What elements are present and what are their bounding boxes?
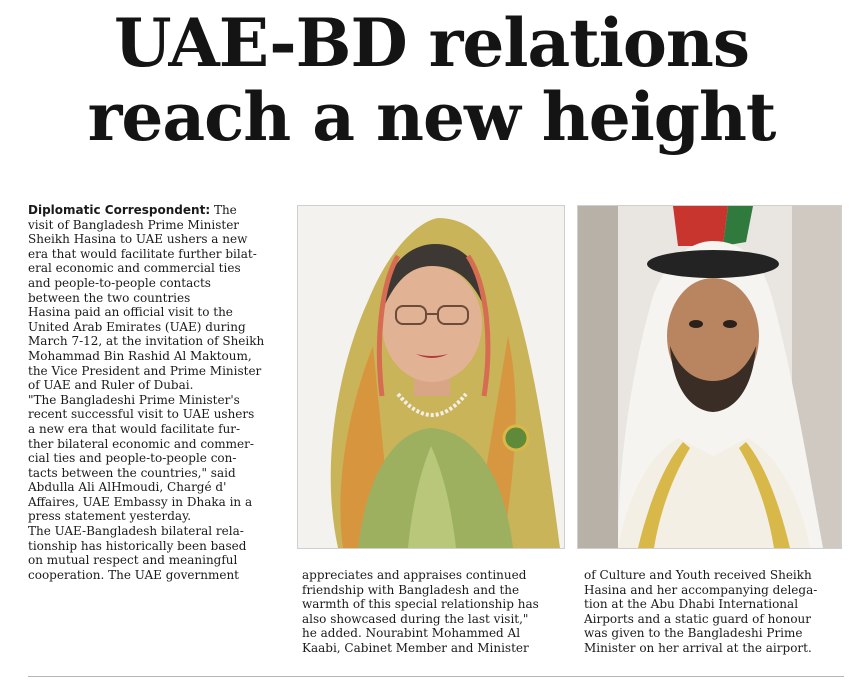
headline xyxy=(0,6,863,154)
bottom-divider xyxy=(28,676,844,677)
portrait-illustration-1 xyxy=(298,206,564,548)
article-column-1-text: The visit of Bangladesh Prime Minister Sheikh Hasina to UAE ushers a new era that would facilitate further bilat- eral economic and commercial ties and people-to-people contacts between the two countries Hasina paid an official visit to the United Arab Emirates (UAE) during March 7-12, at the invitation of Sheikh Mohammad Bin Rashid Al Maktoum, the Vice President and Prime Minister of UAE and Ruler of Dubai. "The Bangladeshi Prime Minister's recent successful visit to UAE ushers a new era that would facilitate fur- ther bilateral economic and commer- cial ties and people-to-people con- tacts between the countries," said Abdulla Ali AlHmoudi, Chargé d' Affaires, UAE Embassy in Dhaka in a press statement yesterday. The UAE-Bangladesh bilateral rela- tionship has historically been based on mutual respect and meaningful cooperation. The UAE government xyxy=(28,203,265,582)
headline-line-1: UAE-BD relations xyxy=(114,4,749,82)
headline-line-2: reach a new height xyxy=(87,78,776,156)
photo-sheikh-mohammed xyxy=(577,205,842,549)
byline: Diplomatic Correspondent: xyxy=(28,203,211,217)
article-column-2: appreciates and appraises continued friendship with Bangladesh and the warmth of this special relationship has also showcased during the last visit," he added. Nourabint Mohammed Al Kaabi, Cabinet Member and Minister xyxy=(302,568,539,655)
photo-sheikh-hasina xyxy=(297,205,565,549)
article-column-1 xyxy=(28,203,293,582)
portrait-illustration-2 xyxy=(578,206,841,548)
article-column-3: of Culture and Youth received Sheikh Hasina and her accompanying delega- tion at the Abu Dhabi International Airports and a static guard of honour was given to the Bangladeshi Prime Minister on her arrival at the airport. xyxy=(584,568,818,655)
